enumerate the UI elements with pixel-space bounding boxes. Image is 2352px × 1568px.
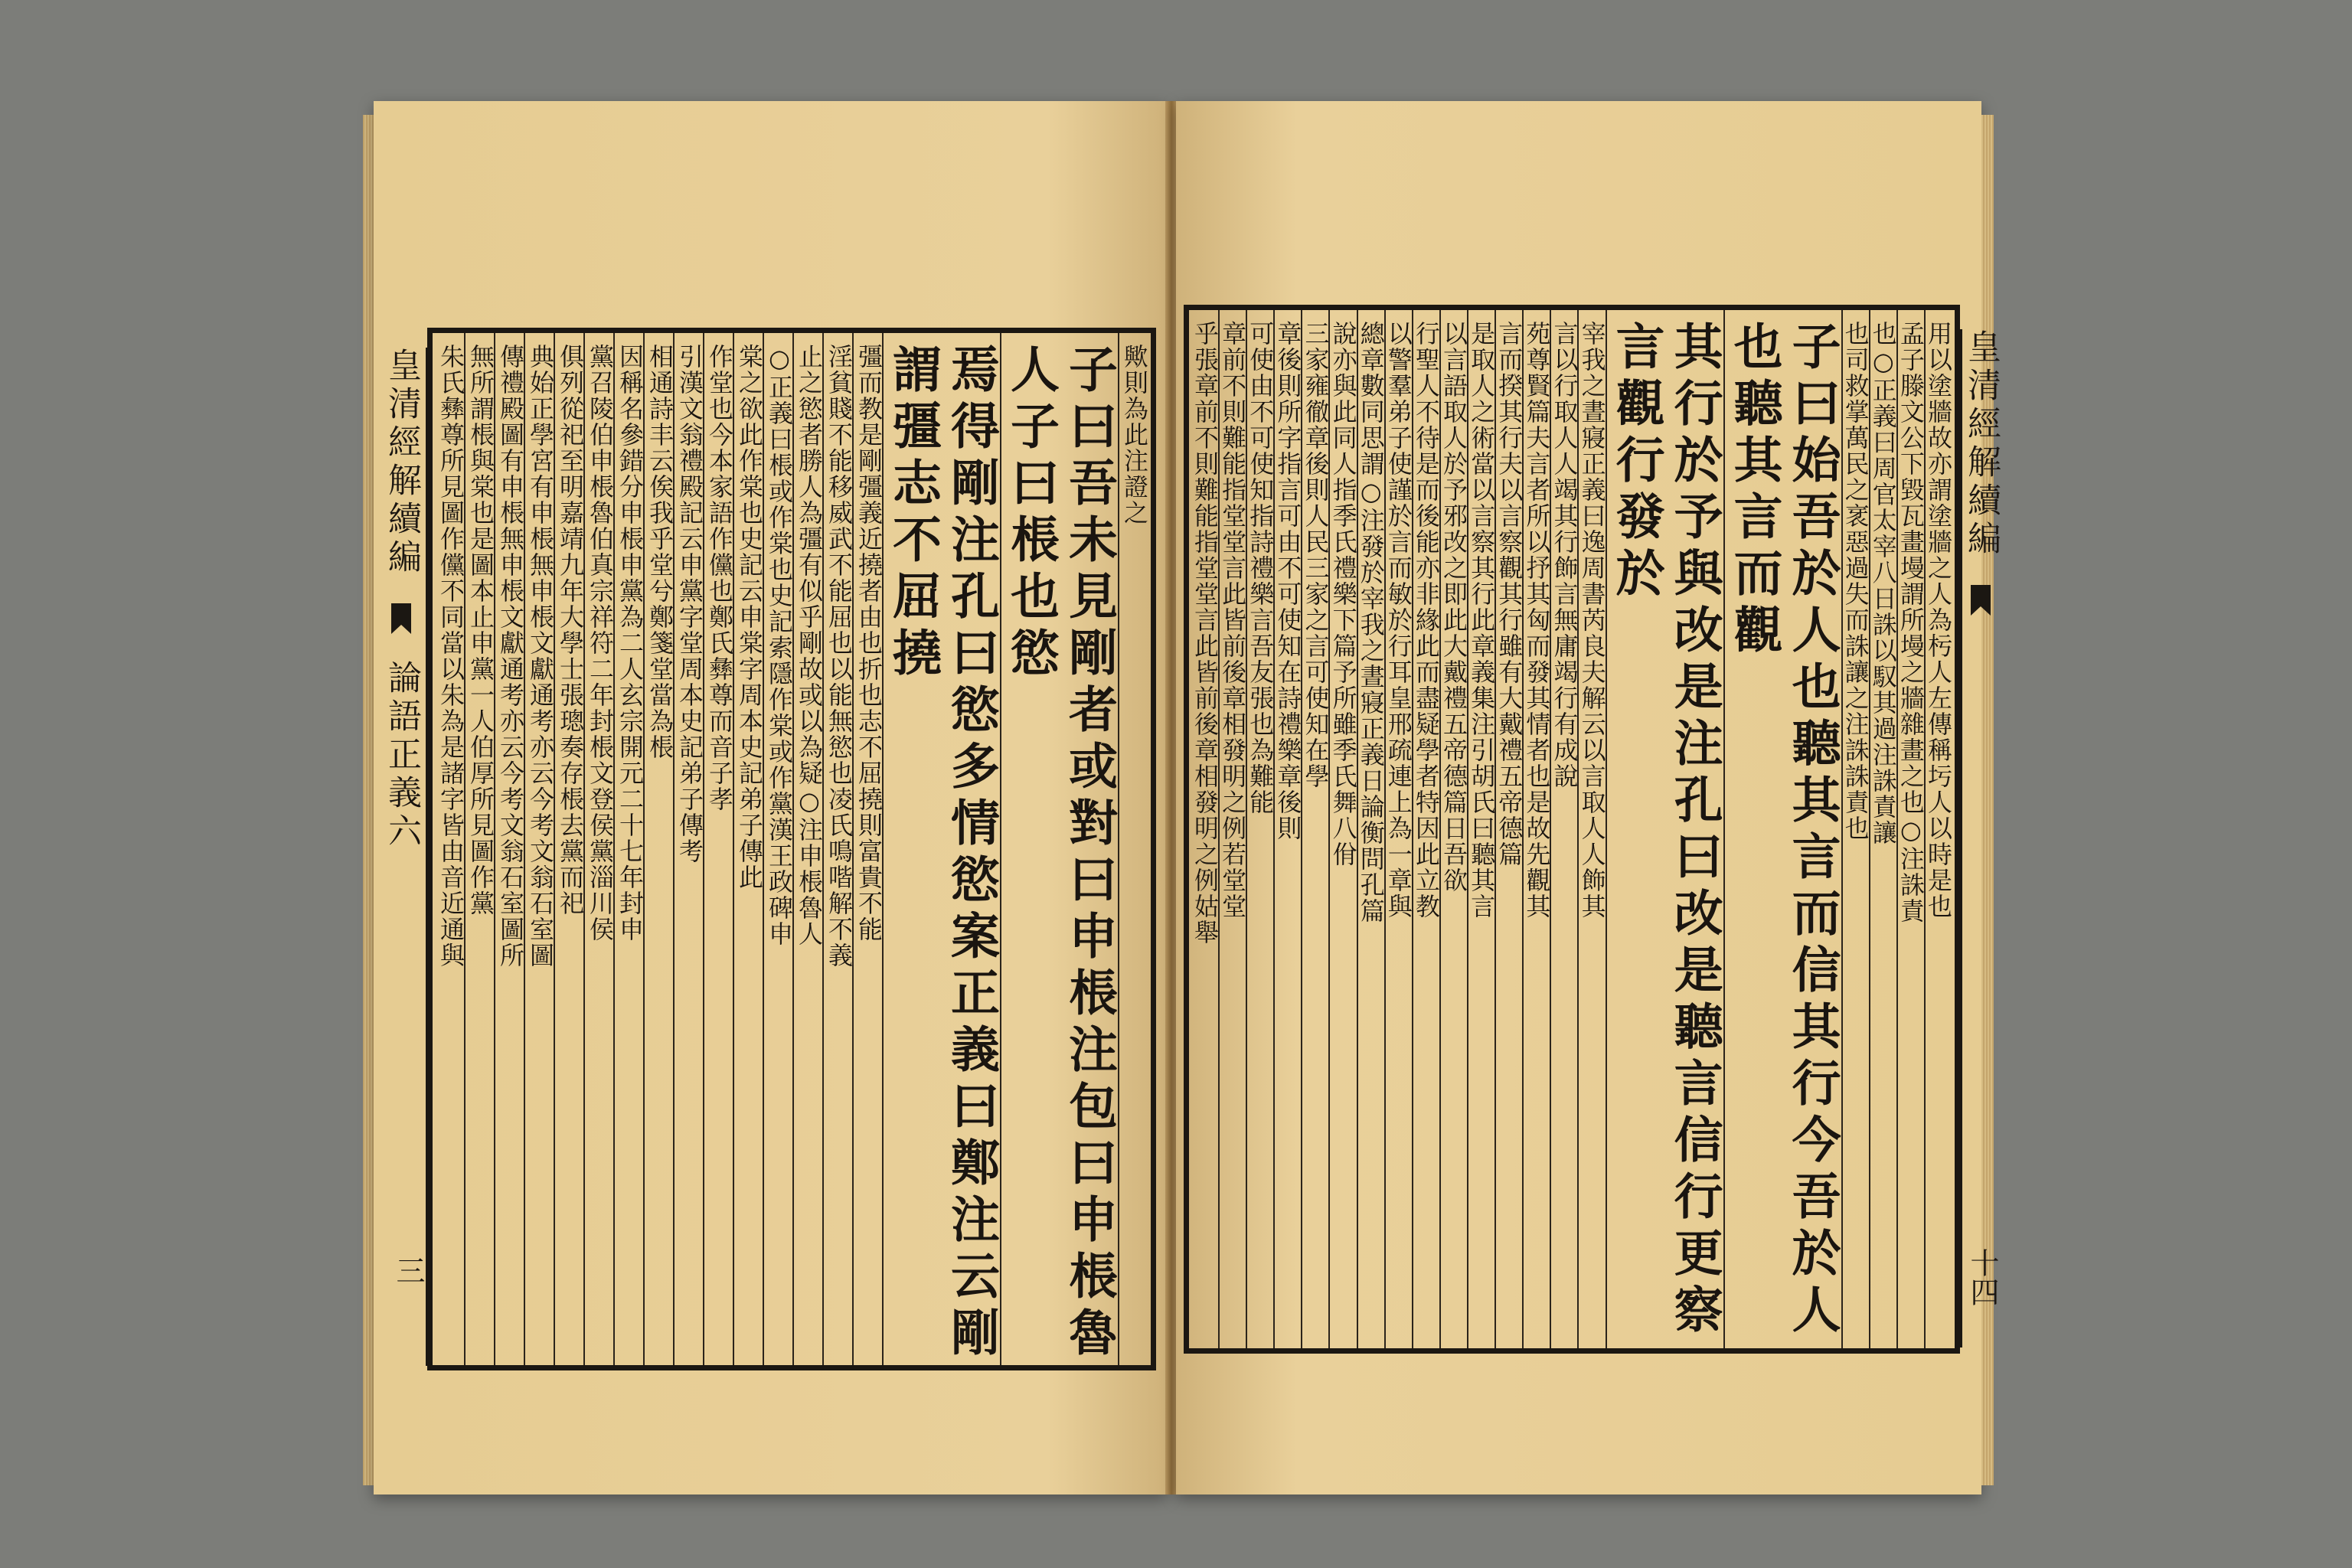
left-banxin-subtitle: 論語正義六 — [382, 660, 421, 851]
left-page-number: 三 — [391, 1256, 425, 1285]
left-columns — [436, 333, 1148, 1365]
fish-tail-icon — [391, 603, 411, 634]
right-banxin-title: 皇清經解續編 — [1962, 329, 2001, 559]
left-text-column: 傳禮殿圖有申棖無申棖文獻通考亦云今考文翁石室圖所 — [494, 333, 524, 1365]
right-text-column: 言以行取人人竭其行飾言無庸竭行有成說 — [1550, 310, 1577, 1348]
right-banxin — [1960, 329, 2005, 1348]
left-text-column: 作堂也今本家語作儻也鄭氏彝尊而音子孝 — [703, 333, 733, 1365]
left-text-column: 引漢文翁禮殿記云申黨字堂周本史記弟子傳考 — [673, 333, 703, 1365]
right-text-column: 也司救掌萬民之衺惡過失而誅讓之注誅誅責也 — [1841, 310, 1869, 1348]
right-text-column: 宰我之晝寢正義曰逸周書芮良夫解云以言取人人飾其 — [1577, 310, 1605, 1348]
left-text-column: 棠之欲此作棠也史記云申棠字周本史記弟子傳此 — [733, 333, 763, 1365]
right-columns — [1192, 310, 1952, 1348]
fish-tail-icon — [1971, 585, 1991, 616]
left-text-column: 黨召陵伯申棖魯伯真宗祥符二年封棖文登侯黨淄川侯 — [583, 333, 613, 1365]
left-text-column: 彊而教是剛彊義近撓者由也折也志不屈撓則富貴不能 — [852, 333, 882, 1365]
left-text-column: ○正義曰棖或作棠也史記索隱作棠或作黨漢王政碑申 — [763, 333, 792, 1365]
left-page-edge — [363, 115, 374, 1485]
right-text-column: 也○正義曰周官太宰八日誅以馭其過注誅責讓 — [1869, 310, 1896, 1348]
left-banxin-title: 皇清經解續編 — [382, 348, 421, 577]
right-text-column: 以警羣弟子使謹於言而敏於行耳皇邢疏連上為一章與 — [1384, 310, 1412, 1348]
left-text-column: 因稱名參錯分申棖申黨為二人玄宗開元二十七年封申 — [613, 333, 643, 1365]
right-page-number: 十四 — [1965, 1248, 1999, 1306]
right-text-column: 章後則所字指言可由不可使知在詩禮樂章後則 — [1273, 310, 1301, 1348]
left-text-frame — [427, 328, 1156, 1370]
left-text-column: 焉得剛注孔曰慾多情慾案正義曰鄭注云剛謂彊志不屈撓 — [882, 333, 1000, 1365]
right-text-column: 以言語取人於予邪改之即此大戴禮五帝德篇日吾欲 — [1439, 310, 1467, 1348]
right-text-column: 其行於予與改是注孔曰改是聽言信行更察言觀行發於 — [1606, 310, 1723, 1348]
right-text-column: 是取人之術當以言察其行此章義集注引胡氏曰聽其言 — [1467, 310, 1494, 1348]
right-text-column: 苑尊賢篇夫言者所以抒其匈而發其情者也是故先觀其 — [1522, 310, 1550, 1348]
left-text-column: 止之慾者勝人為彊有似乎剛故或以為疑○注申棖魯人 — [792, 333, 822, 1365]
left-text-column: 朱氏彝尊所見圖作儻不同當以朱為是諸字皆由音近通與 — [436, 344, 466, 969]
left-text-column: 歟則為此注證之 — [1118, 333, 1148, 1365]
left-text-column: 典始正學宮有申棖無申棖文獻通考亦云今考文翁石室圖 — [524, 333, 554, 1365]
right-text-column: 用以塗牆故亦謂塗牆之人為杇人左傳稱圬人以時是也 — [1924, 310, 1952, 1348]
left-text-column: 淫貧賤不能移威武不能屈也以能無慾也凌氏鳴喈解不義 — [822, 333, 852, 1365]
right-text-frame — [1184, 305, 1960, 1354]
right-text-column: 可使由不可使知指詩禮樂言吾友張也為難能 — [1246, 310, 1273, 1348]
right-text-column: 章前不則難能指堂堂言此皆前後章相發明之例若堂堂 — [1218, 310, 1246, 1348]
right-text-column: 總章數同思謂○注發於宰我之晝寢正義日論衡問孔篇 — [1357, 310, 1384, 1348]
right-text-column: 三家雍徹章後則人民三家之言可使知在學 — [1301, 310, 1328, 1348]
right-text-column: 孟子滕文公下毀瓦畫墁謂所墁之牆雜畫之也○注誅責 — [1896, 310, 1924, 1348]
right-text-column: 子曰始吾於人也聽其言而信其行今吾於人也聽其言而觀 — [1723, 310, 1841, 1348]
left-text-column: 俱列從祀至明嘉靖九年大學士張璁奏存棖去黨而祀 — [554, 333, 583, 1365]
right-text-column: 言而揆其行夫以言察觀其行雖有大戴禮五帝德篇 — [1494, 310, 1522, 1348]
left-text-column: 無所謂棖與棠也是圖本止申黨一人伯厚所見圖作黨 — [464, 333, 494, 1365]
left-text-column: 相通詩丰云俟我乎堂兮鄭箋堂當為棖 — [643, 333, 673, 1365]
right-text-column: 說亦與此同人指季氏禮樂下篇予所雖季氏舞八佾 — [1328, 310, 1356, 1348]
left-text-column: 子曰吾未見剛者或對曰申棖注包曰申棖魯人子曰棖也慾 — [1000, 333, 1118, 1365]
left-banxin — [383, 348, 428, 1366]
right-text-column: 行聖人不待是而後能亦非緣此而盡疑學者特因此立教 — [1412, 310, 1439, 1348]
right-text-column: 乎張章前不則難能指堂堂言此皆前後章相發明之例姑舉 — [1191, 321, 1220, 946]
